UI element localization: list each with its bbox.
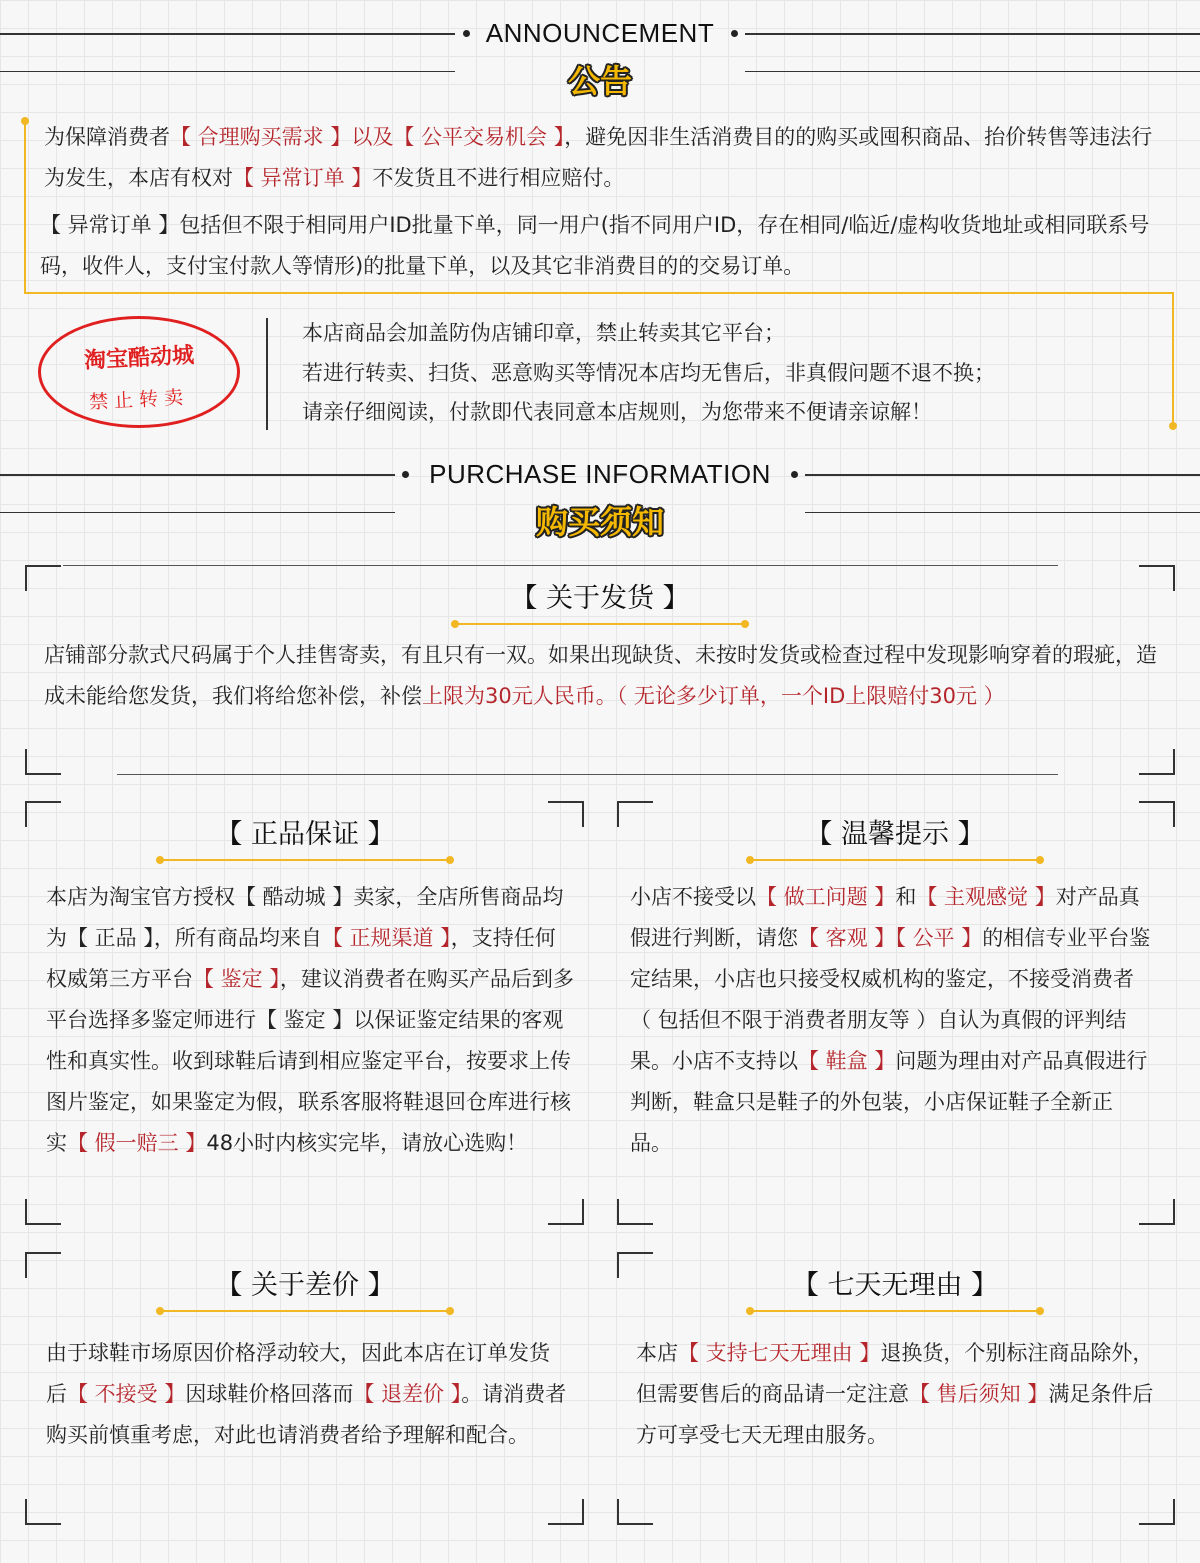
highlight-text: 【 退差价 】 <box>353 1382 462 1406</box>
box-corner <box>617 801 653 827</box>
highlight-text: 【 异常订单 】 <box>233 166 373 190</box>
divider-line <box>0 33 455 35</box>
body-text: 满足条件后方可享受七天无理由服务。 <box>636 1382 1154 1447</box>
divider-line <box>745 33 1200 35</box>
shipping-text <box>44 635 1166 717</box>
body-text: 因球鞋价格回落而 <box>185 1382 354 1406</box>
body-text: 退换货，个别标注商品除外，但需要售后的商品请一定注意 <box>636 1341 1154 1406</box>
highlight-text: 【 鉴定 】 <box>193 967 280 991</box>
anti-fake-stamp <box>38 316 240 428</box>
body-text: 为保障消费者 <box>44 125 170 149</box>
gold-dot <box>1169 422 1177 430</box>
body-text: ，建议消费者在购买产品后到多平台选择多鉴定师进行【 鉴定 】以保证鉴定结果的客观性和真实性。收到球鞋后请到相应鉴定平台，按要求上传图片鉴定，如果鉴定为假，联系客服将鞋退回仓库进行核实 <box>46 967 574 1155</box>
body-text: ，支持任何权威第三方平台 <box>46 926 556 991</box>
announcement-paragraph-1 <box>44 117 1164 199</box>
divider-line <box>0 71 455 72</box>
box-corner <box>617 1499 653 1525</box>
body-text: ，避免因非生活消费目的的购买或囤积商品、抬价转售等违法行为发生，本店有权对 <box>44 125 1153 190</box>
tips-text <box>630 877 1154 1164</box>
price-diff-title: 【 关于差价 】 <box>215 1270 395 1301</box>
highlight-text: 【 不接受 】 <box>67 1382 186 1406</box>
box-corner <box>617 1252 653 1278</box>
box-corner <box>1139 1199 1175 1225</box>
highlight-text: 【 售后须知 】 <box>909 1382 1049 1406</box>
notice-item: 请亲仔细阅读，付款即代表同意本店规则，为您带来不便请亲谅解！ <box>302 400 932 424</box>
bullet-dot <box>402 471 409 478</box>
highlight-text: 【 客观 】【 公平 】 <box>798 926 983 950</box>
price-diff-text <box>46 1333 570 1456</box>
notice-item: 若进行转卖、扫货、恶意购买等情况本店均无售后，非真假问题不退不换； <box>302 360 995 385</box>
seven-days-text <box>636 1333 1160 1456</box>
box-top-edge <box>63 565 1058 566</box>
box-corner <box>548 1499 584 1525</box>
highlight-text: 【 主观感觉 】 <box>916 885 1056 909</box>
purchase-cn-title: 购买须知 <box>535 503 664 541</box>
gold-frame-right <box>1172 292 1174 426</box>
announcement-paragraph-2: 【 异常订单 】包括但不限于相同用户ID批量下单，同一用户(指不同用户ID，存在相同/临近/虚构收货地址或相同联系号码，收件人，支付宝付款人等情形)的批量下单，以及其它非消费目的的交易订单。 <box>40 213 1150 278</box>
gold-frame-left <box>24 121 26 293</box>
box-corner <box>1139 801 1175 827</box>
divider-line <box>805 512 1200 513</box>
box-corner <box>25 749 61 775</box>
highlight-text: 【 鞋盒 】 <box>798 1049 896 1073</box>
divider-line <box>805 474 1200 476</box>
seven-days-title: 【 七天无理由 】 <box>791 1270 999 1301</box>
body-text: 。请消费者购买前慎重考虑，对此也请消费者给予理解和配合。 <box>46 1382 567 1447</box>
shipping-title: 【 关于发货 】 <box>510 583 690 614</box>
stamp-subtext: 禁止转卖 <box>88 386 190 414</box>
divider-line <box>0 512 395 513</box>
body-text: 店铺部分款式尺码属于个人挂售寄卖，有且只有一双。如果出现缺货、未按时发货或检查过程中发现影响穿着的瑕疵，造成未能给您发货，我们将给您补偿，补偿 <box>44 643 1157 708</box>
highlight-text: 【 做工问题 】 <box>756 885 896 909</box>
body-text: 的相信专业平台鉴定结果，小店也只接受权威机构的鉴定，不接受消费者（ 包括但不限于消费者朋友等 ）自认为真假的评判结果。小店不支持以 <box>630 926 1151 1073</box>
box-corner <box>1139 565 1175 591</box>
bullet-dot <box>463 30 470 37</box>
announcement-cn-title: 公告 <box>567 62 632 100</box>
gold-frame-bottom <box>24 292 1174 294</box>
box-corner <box>25 1199 61 1225</box>
bullet-dot <box>731 30 738 37</box>
authentic-text <box>46 877 574 1164</box>
title-underline <box>160 859 450 861</box>
box-corner <box>1139 1499 1175 1525</box>
authentic-title: 【 正品保证 】 <box>215 819 395 850</box>
store-notice-list <box>302 314 995 433</box>
title-underline <box>455 623 745 625</box>
vertical-separator <box>266 318 268 430</box>
body-text: 问题为理由对产品真假进行判断，鞋盒只是鞋子的外包装，小店保证鞋子全新正品。 <box>630 1049 1148 1155</box>
announcement-en-title: ANNOUNCEMENT <box>485 18 715 48</box>
stamp-text: 淘宝酷动城 <box>83 343 195 374</box>
body-text: 本店 <box>636 1341 678 1365</box>
highlight-text: 【 假一赔三 】 <box>67 1131 207 1155</box>
box-corner <box>25 801 61 827</box>
purchase-en-title: PURCHASE INFORMATION <box>429 459 771 489</box>
box-corner <box>548 801 584 827</box>
body-text: 不发货且不进行相应赔付。 <box>372 166 625 190</box>
highlight-text: 上限为30元人民币。（ 无论多少订单，一个ID上限赔付30元 ） <box>422 684 1005 708</box>
highlight-text: 【 支持七天无理由 】 <box>678 1341 881 1365</box>
tips-title: 【 温馨提示 】 <box>805 819 985 850</box>
body-text: 48小时内核实完毕，请放心选购！ <box>206 1131 528 1155</box>
box-corner <box>548 1199 584 1225</box>
box-corner <box>617 1199 653 1225</box>
highlight-text: 【 合理购买需求 】以及【 公平交易机会 】 <box>170 125 565 149</box>
box-corner <box>25 1252 61 1278</box>
box-bottom-edge <box>117 774 1058 775</box>
body-text: 本店为淘宝官方授权【 酷动城 】卖家，全店所售商品均为【 正品 】，所有商品均来自 <box>46 885 564 950</box>
notice-item: 本店商品会加盖防伪店铺印章，禁止转卖其它平台； <box>302 321 785 345</box>
box-corner <box>25 1499 61 1525</box>
divider-line <box>745 71 1200 72</box>
body-text: 对产品真假进行判断，请您 <box>630 885 1140 950</box>
box-corner <box>25 565 61 591</box>
title-underline <box>750 859 1040 861</box>
body-text: 小店不接受以 <box>630 885 756 909</box>
title-underline <box>750 1310 1040 1312</box>
body-text: 由于球鞋市场原因价格浮动较大，因此本店在订单发货后 <box>46 1341 550 1406</box>
body-text: 和 <box>895 885 917 909</box>
box-corner <box>1139 749 1175 775</box>
bullet-dot <box>791 471 798 478</box>
highlight-text: 【 正规渠道 】 <box>321 926 451 950</box>
title-underline <box>160 1310 450 1312</box>
divider-line <box>0 474 395 476</box>
